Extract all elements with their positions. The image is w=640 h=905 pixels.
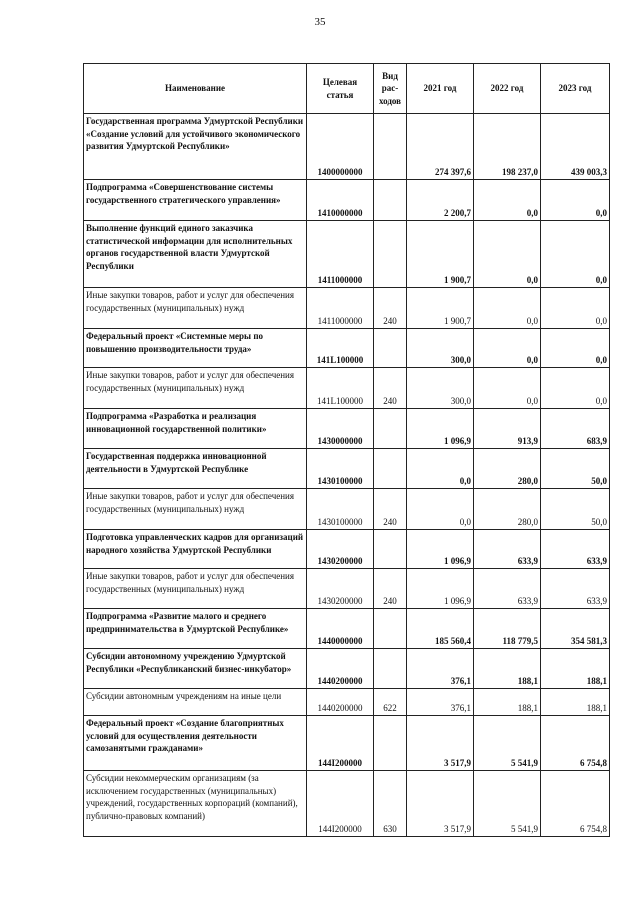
row-value-2022: 633,9 — [474, 569, 541, 609]
table-body — [84, 114, 610, 837]
header-name: Наименование — [84, 64, 307, 114]
row-name: Государственная поддержка инновационной деятельности в Удмуртской Республике — [84, 449, 307, 489]
row-expense-type: 630 — [374, 771, 407, 837]
row-target-article: 1411000000 — [307, 288, 374, 329]
row-value-2021: 185 560,4 — [407, 609, 474, 649]
row-value-2021: 2 200,7 — [407, 180, 474, 221]
row-value-2023: 6 754,8 — [541, 716, 610, 771]
row-expense-type — [374, 329, 407, 368]
row-value-2022: 118 779,5 — [474, 609, 541, 649]
table-row — [84, 649, 610, 689]
row-name: Подпрограмма «Развитие малого и среднего предпринимательства в Удмуртской Республике» — [84, 609, 307, 649]
row-target-article: 141L100000 — [307, 368, 374, 409]
row-value-2022: 0,0 — [474, 329, 541, 368]
row-target-article: 1430000000 — [307, 409, 374, 449]
row-expense-type: 240 — [374, 569, 407, 609]
table-row — [84, 716, 610, 771]
row-name: Иные закупки товаров, работ и услуг для обеспечения государственных (муниципальных) нужд — [84, 569, 307, 609]
row-value-2022: 280,0 — [474, 489, 541, 530]
row-target-article: 144I200000 — [307, 716, 374, 771]
row-expense-type — [374, 716, 407, 771]
row-value-2022: 198 237,0 — [474, 114, 541, 180]
row-target-article: 1440200000 — [307, 689, 374, 716]
row-value-2021: 3 517,9 — [407, 716, 474, 771]
row-target-article: 144I200000 — [307, 771, 374, 837]
row-value-2021: 1 900,7 — [407, 221, 474, 288]
row-value-2023: 633,9 — [541, 530, 610, 569]
row-name: Субсидии автономному учреждению Удмуртской Республики «Республиканский бизнес-инкубатор» — [84, 649, 307, 689]
table-row — [84, 569, 610, 609]
row-expense-type — [374, 649, 407, 689]
row-value-2021: 300,0 — [407, 368, 474, 409]
row-value-2023: 50,0 — [541, 449, 610, 489]
table-header-row — [84, 64, 610, 114]
row-value-2021: 1 096,9 — [407, 530, 474, 569]
row-value-2023: 439 003,3 — [541, 114, 610, 180]
row-value-2022: 0,0 — [474, 368, 541, 409]
header-2021: 2021 год — [407, 64, 474, 114]
table-row — [84, 288, 610, 329]
row-target-article: 1430200000 — [307, 569, 374, 609]
row-value-2021: 0,0 — [407, 449, 474, 489]
budget-table — [83, 63, 610, 837]
row-value-2021: 376,1 — [407, 649, 474, 689]
row-name: Выполнение функций единого заказчика статистической информации для исполнительных органов государственной власти Удмуртской Республики — [84, 221, 307, 288]
table-row — [84, 449, 610, 489]
header-2023: 2023 год — [541, 64, 610, 114]
row-value-2022: 0,0 — [474, 180, 541, 221]
row-value-2022: 0,0 — [474, 288, 541, 329]
row-value-2021: 0,0 — [407, 489, 474, 530]
row-value-2021: 376,1 — [407, 689, 474, 716]
row-target-article: 1400000000 — [307, 114, 374, 180]
row-value-2022: 280,0 — [474, 449, 541, 489]
row-name: Иные закупки товаров, работ и услуг для обеспечения государственных (муниципальных) нужд — [84, 368, 307, 409]
row-value-2023: 683,9 — [541, 409, 610, 449]
table-row — [84, 180, 610, 221]
row-value-2023: 633,9 — [541, 569, 610, 609]
table-row — [84, 609, 610, 649]
row-name: Подготовка управленческих кадров для организаций народного хозяйства Удмуртской Республики — [84, 530, 307, 569]
row-expense-type — [374, 221, 407, 288]
row-expense-type — [374, 114, 407, 180]
row-value-2023: 0,0 — [541, 288, 610, 329]
table-row — [84, 771, 610, 837]
row-expense-type: 240 — [374, 368, 407, 409]
row-value-2022: 913,9 — [474, 409, 541, 449]
row-expense-type — [374, 409, 407, 449]
row-value-2023: 188,1 — [541, 649, 610, 689]
row-value-2022: 188,1 — [474, 689, 541, 716]
row-value-2021: 1 096,9 — [407, 409, 474, 449]
row-target-article: 1440000000 — [307, 609, 374, 649]
row-value-2022: 0,0 — [474, 221, 541, 288]
table-row — [84, 689, 610, 716]
row-target-article: 1411000000 — [307, 221, 374, 288]
row-target-article: 1430100000 — [307, 449, 374, 489]
table-row — [84, 489, 610, 530]
row-target-article: 1430100000 — [307, 489, 374, 530]
row-value-2021: 1 096,9 — [407, 569, 474, 609]
row-name: Федеральный проект «Создание благоприятных условий для осуществления деятельности самозанятыми гражданами» — [84, 716, 307, 771]
row-value-2022: 5 541,9 — [474, 771, 541, 837]
row-name: Государственная программа Удмуртской Республики «Создание условий для устойчивого экономического развития Удмуртской Республики» — [84, 114, 307, 180]
row-name: Подпрограмма «Разработка и реализация инновационной государственной политики» — [84, 409, 307, 449]
row-name: Федеральный проект «Системные меры по повышению производительности труда» — [84, 329, 307, 368]
row-value-2022: 633,9 — [474, 530, 541, 569]
row-expense-type: 622 — [374, 689, 407, 716]
row-expense-type — [374, 530, 407, 569]
row-value-2021: 3 517,9 — [407, 771, 474, 837]
header-target-article: Целевая статья — [307, 64, 374, 114]
row-target-article: 1410000000 — [307, 180, 374, 221]
row-name: Подпрограмма «Совершенствование системы государственного стратегического управления» — [84, 180, 307, 221]
page-number: 35 — [314, 16, 326, 28]
row-target-article: 141L100000 — [307, 329, 374, 368]
table-row — [84, 221, 610, 288]
row-value-2023: 0,0 — [541, 221, 610, 288]
table-row — [84, 114, 610, 180]
row-value-2023: 354 581,3 — [541, 609, 610, 649]
row-value-2023: 6 754,8 — [541, 771, 610, 837]
row-value-2021: 274 397,6 — [407, 114, 474, 180]
header-2022: 2022 год — [474, 64, 541, 114]
row-expense-type: 240 — [374, 489, 407, 530]
row-name: Субсидии автономным учреждениям на иные цели — [84, 689, 307, 716]
row-name: Иные закупки товаров, работ и услуг для обеспечения государственных (муниципальных) нужд — [84, 288, 307, 329]
row-value-2022: 188,1 — [474, 649, 541, 689]
table-row — [84, 329, 610, 368]
table-row — [84, 530, 610, 569]
header-expense-type: Вид рас-ходов — [374, 64, 407, 114]
row-target-article: 1440200000 — [307, 649, 374, 689]
row-expense-type — [374, 609, 407, 649]
row-value-2023: 0,0 — [541, 329, 610, 368]
row-value-2021: 1 900,7 — [407, 288, 474, 329]
row-value-2023: 188,1 — [541, 689, 610, 716]
row-value-2022: 5 541,9 — [474, 716, 541, 771]
row-value-2023: 0,0 — [541, 368, 610, 409]
row-expense-type — [374, 180, 407, 221]
row-target-article: 1430200000 — [307, 530, 374, 569]
table-row — [84, 368, 610, 409]
row-value-2023: 0,0 — [541, 180, 610, 221]
row-expense-type — [374, 449, 407, 489]
table-row — [84, 409, 610, 449]
row-expense-type: 240 — [374, 288, 407, 329]
row-name: Иные закупки товаров, работ и услуг для обеспечения государственных (муниципальных) нужд — [84, 489, 307, 530]
row-name: Субсидии некоммерческим организациям (за исключением государственных (муниципальных) учреждений, государственных корпораций (компаний), публично-правовых компаний) — [84, 771, 307, 837]
row-value-2021: 300,0 — [407, 329, 474, 368]
row-value-2023: 50,0 — [541, 489, 610, 530]
